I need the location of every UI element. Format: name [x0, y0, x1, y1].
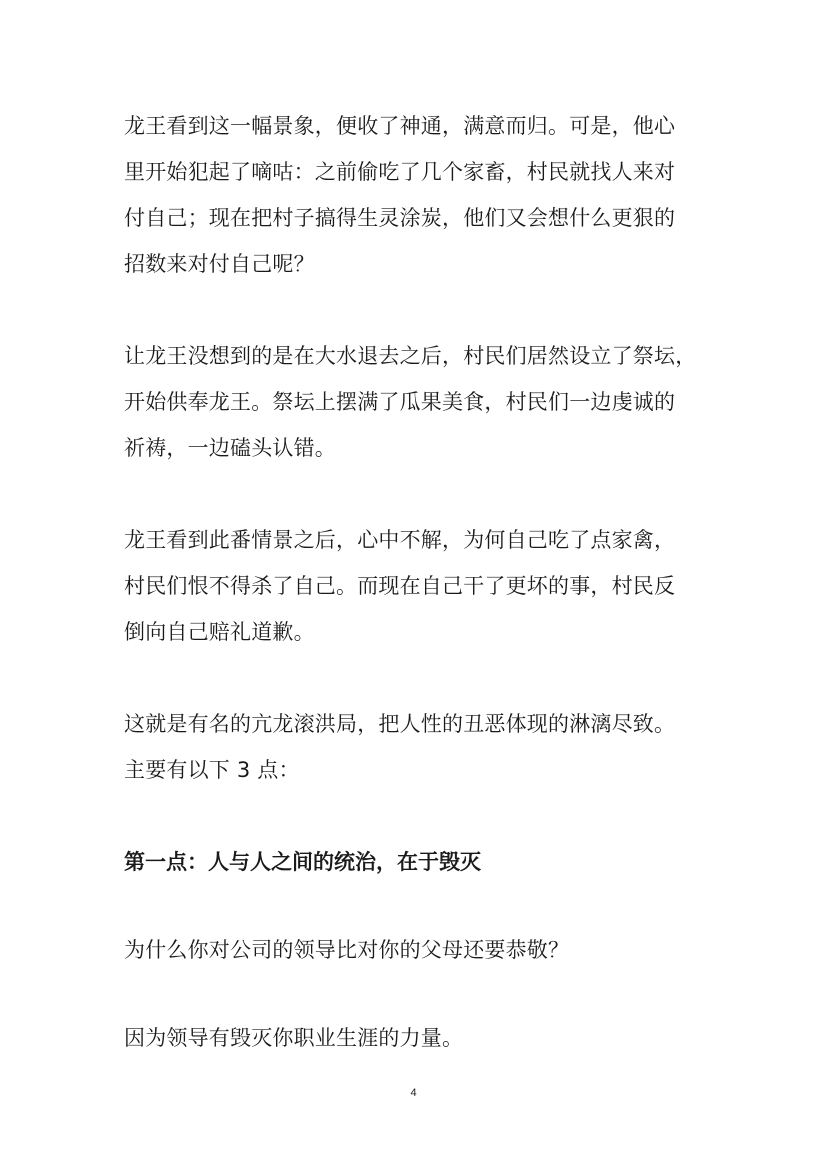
paragraph-line: 让龙王没想到的是在大水退去之后，村民们居然设立了祭坛，: [124, 344, 697, 368]
section-heading: 第一点：人与人之间的统治，在于毁灭: [124, 850, 481, 874]
paragraph-line: 倒向自己赔礼道歉。: [124, 620, 315, 644]
paragraph-spacer: [124, 793, 724, 839]
paragraph-summary: [124, 701, 724, 793]
page-content: [124, 103, 724, 1061]
paragraph-spacer: [124, 287, 724, 333]
paragraph-line: 村民们恨不得杀了自己。而现在自己干了更坏的事，村民反: [124, 574, 676, 598]
paragraph-spacer: [124, 973, 724, 1015]
paragraph-question: [124, 927, 724, 973]
paragraph-line: 招数来对付自己呢？: [124, 252, 315, 276]
paragraph-line: 祈祷，一边磕头认错。: [124, 436, 336, 460]
paragraph-line: 付自己；现在把村子搞得生灵涂炭，他们又会想什么更狠的: [124, 206, 676, 230]
paragraph-line: 龙王看到此番情景之后，心中不解，为何自己吃了点家禽，: [124, 528, 676, 552]
paragraph-line: 主要有以下 3 点：: [124, 758, 300, 782]
paragraph-line: 龙王看到这一幅景象，便收了神通，满意而归。可是，他心: [124, 114, 676, 138]
paragraph-line: 这就是有名的亢龙滚洪局，把人性的丑恶体现的淋漓尽致。: [124, 712, 676, 736]
paragraph-line: 开始供奉龙王。祭坛上摆满了瓜果美食，村民们一边虔诚的: [124, 390, 676, 414]
paragraph-dragon-king-puzzled: [124, 517, 724, 655]
paragraph-dragon-king-satisfied: [124, 103, 724, 287]
paragraph-line: 为什么你对公司的领导比对你的父母还要恭敬？: [124, 938, 570, 962]
paragraph-spacer: [124, 655, 724, 701]
paragraph-villagers-altar: [124, 333, 724, 471]
paragraph-line: 因为领导有毁灭你职业生涯的力量。: [124, 1026, 464, 1050]
paragraph-spacer: [124, 471, 724, 517]
paragraph-line: 里开始犯起了嘀咕：之前偷吃了几个家畜，村民就找人来对: [124, 160, 676, 184]
paragraph-spacer: [124, 885, 724, 927]
paragraph-answer: [124, 1015, 724, 1061]
page-number: 4: [410, 1087, 417, 1099]
